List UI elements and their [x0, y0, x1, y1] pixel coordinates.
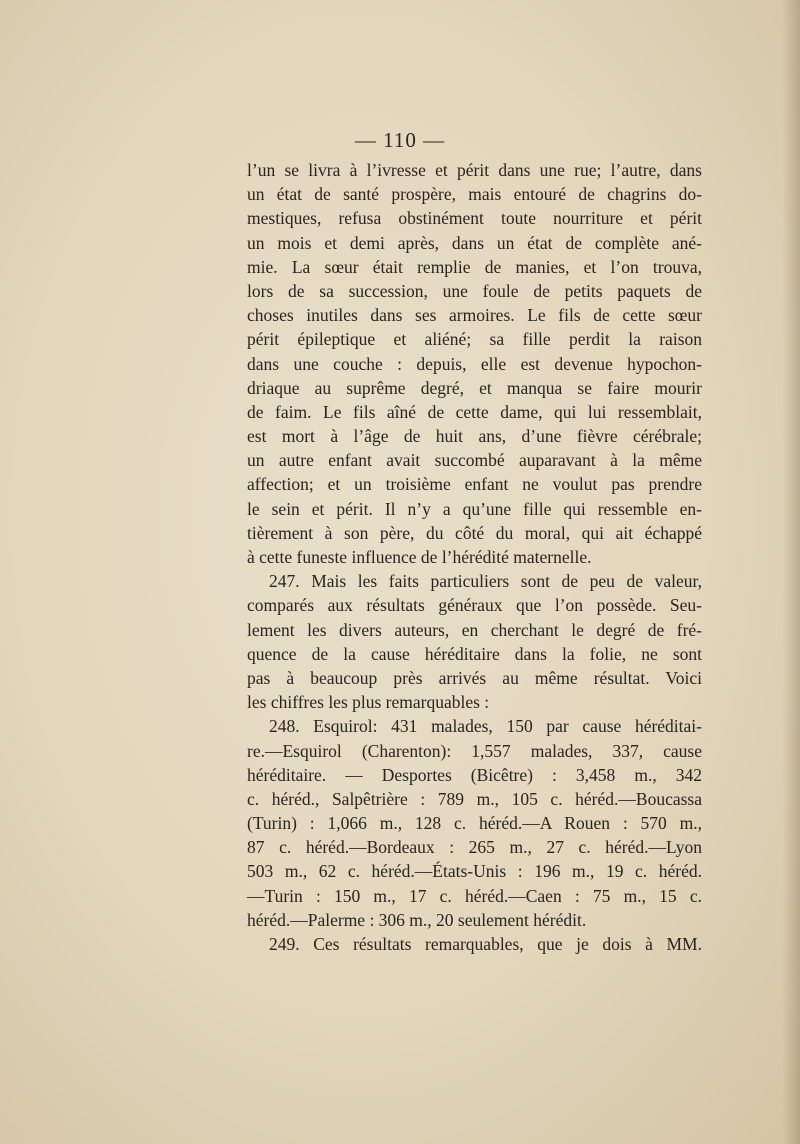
text-line: choses inutiles dans ses armoires. Le fils de cette sœur	[247, 305, 702, 326]
text-line: les chiffres les plus remarquables :	[247, 692, 490, 713]
text-line: 503 m., 62 c. héréd.—États-Unis : 196 m., 19 c. héréd.	[247, 861, 702, 882]
text-line: un mois et demi après, dans un état de complète ané-	[247, 232, 702, 253]
text-line: 248. Esquirol: 431 malades, 150 par cause héréditai-	[269, 716, 702, 737]
text-line: à cette funeste influence de l’hérédité maternelle.	[247, 547, 592, 567]
text-line: c. héréd., Salpêtrière : 789 m., 105 c. héréd.—Boucassa	[247, 788, 702, 809]
text-line: un autre enfant avait succombé auparavant à la même	[247, 450, 702, 471]
text-line: 247. Mais les faits particuliers sont de peu de valeur,	[269, 571, 702, 592]
text-line: le sein et périt. Il n’y a qu’une fille qui ressemble en-	[247, 498, 702, 519]
text-line: quence de la cause héréditaire dans la folie, ne sont	[247, 643, 702, 664]
text-line: héréditaire. — Desportes (Bicêtre) : 3,458 m., 342	[247, 764, 702, 785]
text-line: driaque au suprême degré, et manqua se faire mourir	[247, 377, 702, 398]
text-line: de faim. Le fils aîné de cette dame, qui lui ressemblait,	[247, 401, 702, 422]
text-line: lors de sa succession, une foule de petits paquets de	[247, 280, 702, 301]
text-line: mestiques, refusa obstinément toute nourriture et périt	[247, 208, 702, 229]
text-line: un état de santé prospère, mais entouré de chagrins do-	[247, 184, 702, 205]
text-line: (Turin) : 1,066 m., 128 c. héréd.—A Rouen : 570 m.,	[247, 813, 702, 834]
text-line: re.—Esquirol (Charenton): 1,557 malades, 337, cause	[247, 740, 702, 761]
text-line: périt épileptique et aliéné; sa fille perdit la raison	[247, 329, 702, 350]
text-line: héréd.—Palerme : 306 m., 20 seulement hérédit.	[247, 909, 587, 930]
text-line: 249. Ces résultats remarquables, que je dois à MM.	[269, 934, 702, 954]
text-line: tièrement à son père, du côté du moral, qui ait échappé	[247, 522, 702, 543]
page-number: — 110 —	[354, 128, 446, 152]
text-line: affection; et un troisième enfant ne voulut pas prendre	[247, 474, 702, 495]
text-line: 87 c. héréd.—Bordeaux : 265 m., 27 c. héréd.—Lyon	[247, 837, 702, 858]
text-line: est mort à l’âge de huit ans, d’une fièvre cérébrale;	[247, 426, 702, 447]
text-line: mie. La sœur était remplie de manies, et l’on trouva,	[247, 256, 702, 277]
text-line: l’un se livra à l’ivresse et périt dans une rue; l’autre, dans	[247, 160, 702, 180]
text-line: lement les divers auteurs, en cherchant le degré de fré-	[247, 619, 702, 640]
body-text	[247, 158, 702, 956]
text-line: comparés aux résultats généraux que l’on possède. Seu-	[247, 595, 702, 616]
text-line: —Turin : 150 m., 17 c. héréd.—Caen : 75 m., 15 c.	[247, 885, 702, 906]
text-line: dans une couche : depuis, elle est devenue hypochon-	[247, 353, 702, 374]
page-edge-shadow	[782, 0, 800, 1144]
text-line: pas à beaucoup près arrivés au même résultat. Voici	[247, 667, 702, 688]
